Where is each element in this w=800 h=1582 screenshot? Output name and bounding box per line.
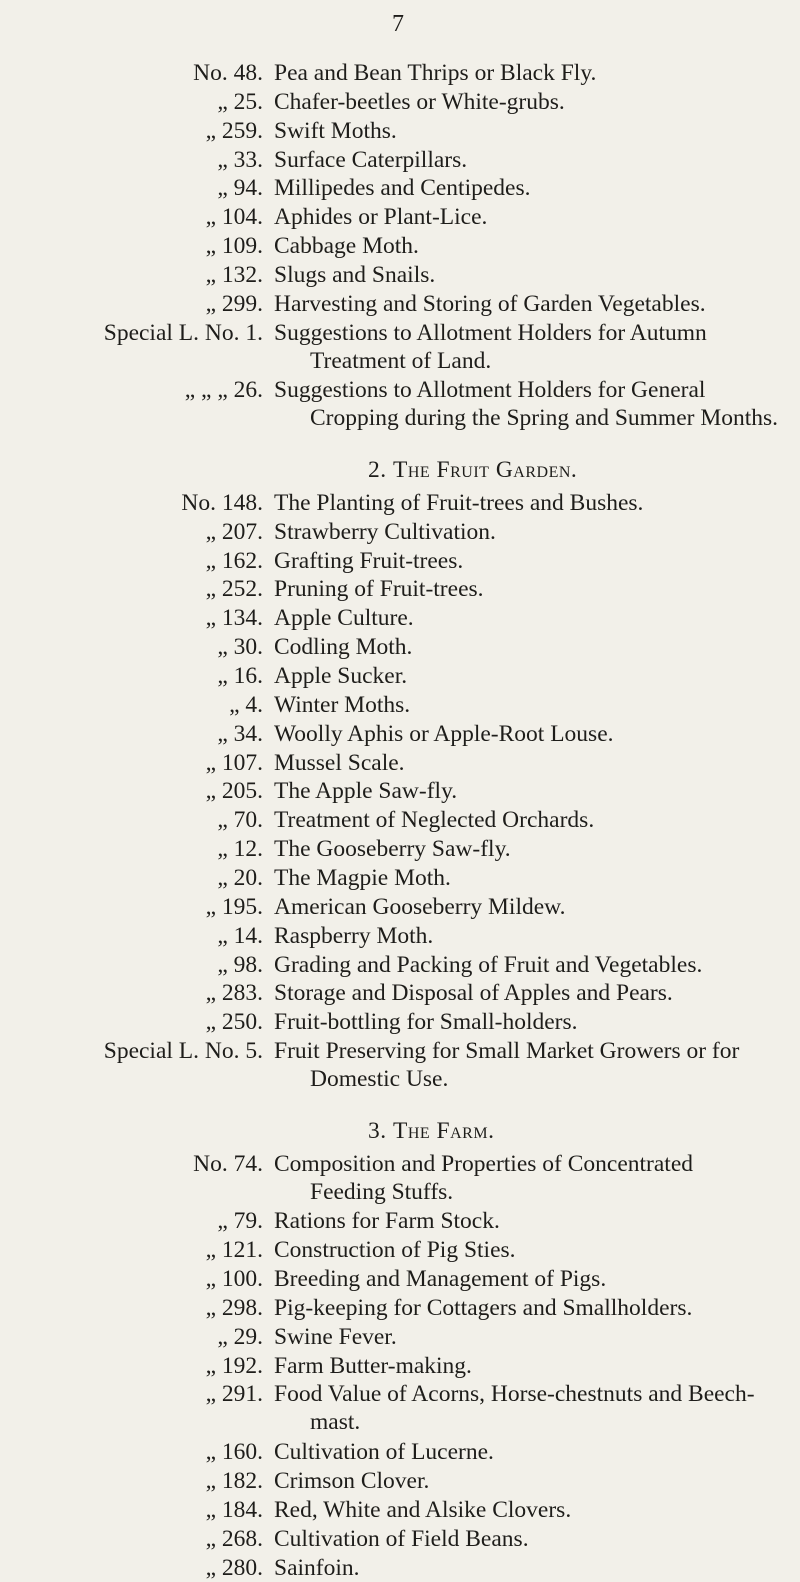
leaflet-title: Pig-keeping for Cottagers and Smallholders. — [274, 1294, 693, 1321]
leaflet-title: Swine Fever. — [274, 1323, 397, 1350]
leaflet-title: Breeding and Management of Pigs. — [274, 1266, 607, 1292]
leaflet-title: Swift Moths. — [274, 117, 397, 144]
leaflet-title: Pea and Bean Thrips or Black Fly. — [274, 60, 597, 86]
leaflet-title: Woolly Aphis or Apple-Root Louse. — [274, 720, 614, 747]
leaflet-number: „ 70. — [217, 807, 263, 834]
leaflet-number: „ 134. — [205, 605, 263, 632]
leaflet-title: Farm Butter-making. — [274, 1352, 472, 1379]
leaflet-number: „ 192. — [205, 1352, 263, 1379]
leaflet-title: Millipedes and Centipedes. — [274, 175, 531, 202]
leaflet-title: Suggestions to Allotment Holders for General — [274, 377, 706, 404]
leaflet-title-continued: Treatment of Land. — [310, 347, 492, 374]
leaflet-number: „ 291. — [205, 1381, 263, 1408]
leaflet-title-continued: mast. — [310, 1409, 361, 1436]
leaflet-title: The Planting of Fruit-trees and Bushes. — [274, 489, 644, 516]
leaflet-number: „ 299. — [205, 290, 263, 317]
leaflet-title-continued: Feeding Stuffs. — [310, 1178, 454, 1205]
leaflet-title: Codling Moth. — [274, 634, 413, 661]
leaflet-number: „ 207. — [205, 518, 263, 545]
section-heading-number: 3. — [368, 1117, 393, 1144]
leaflet-title: Cultivation of Lucerne. — [274, 1439, 494, 1466]
leaflet-number: „ 160. — [205, 1439, 263, 1466]
section-heading-number: 2. — [368, 457, 393, 484]
leaflet-title: Pruning of Fruit-trees. — [274, 576, 484, 603]
leaflet-title: Grading and Packing of Fruit and Vegetables. — [274, 951, 703, 978]
leaflet-title: Apple Culture. — [274, 605, 414, 632]
section-heading — [368, 1117, 494, 1145]
page-number: 7 — [392, 11, 404, 37]
leaflet-title: Aphides or Plant-Lice. — [274, 204, 488, 231]
leaflet-title: The Apple Saw-fly. — [274, 778, 458, 805]
leaflet-title: Crimson Clover. — [274, 1467, 430, 1494]
leaflet-number: „ 268. — [205, 1525, 263, 1552]
leaflet-number: „ 25. — [217, 88, 263, 115]
leaflet-number: „ „ „ 26. — [184, 377, 263, 404]
section-heading-title: The Farm. — [393, 1117, 495, 1144]
leaflet-number: „ 107. — [205, 749, 263, 776]
leaflet-number: „ 34. — [217, 720, 263, 747]
leaflet-number: „ 14. — [217, 922, 263, 949]
leaflet-number: „ 16. — [217, 663, 263, 689]
section-heading — [368, 456, 577, 484]
leaflet-title: Construction of Pig Sties. — [274, 1237, 516, 1264]
leaflet-title: Treatment of Neglected Orchards. — [274, 807, 595, 834]
leaflet-number: No. 48. — [193, 60, 263, 86]
leaflet-number: „ 12. — [217, 836, 263, 863]
leaflet-title-continued: Cropping during the Spring and Summer Months. — [310, 405, 779, 432]
leaflet-number: Special L. No. 1. — [103, 319, 263, 346]
leaflet-number: „ 205. — [205, 778, 263, 805]
leaflet-title: Grafting Fruit-trees. — [274, 547, 464, 574]
leaflet-number: „ 98. — [217, 951, 263, 978]
leaflet-number: „ 29. — [217, 1323, 263, 1350]
section-heading-title: The Fruit Garden. — [393, 457, 578, 484]
leaflet-number: „ 298. — [205, 1294, 263, 1321]
leaflet-number: „ 195. — [205, 893, 263, 920]
leaflet-title: Suggestions to Allotment Holders for Autumn — [274, 319, 707, 346]
leaflet-title: Fruit-bottling for Small-holders. — [274, 1009, 578, 1036]
leaflet-number: „ 104. — [205, 204, 263, 231]
leaflet-title: American Gooseberry Mildew. — [274, 893, 566, 920]
leaflet-title: Strawberry Cultivation. — [274, 518, 496, 545]
leaflet-title: Sainfoin. — [274, 1554, 360, 1581]
leaflet-title: Cabbage Moth. — [274, 233, 419, 260]
leaflet-number: „ 4. — [229, 691, 263, 718]
leaflet-title: Chafer-beetles or White-grubs. — [274, 88, 565, 115]
leaflet-number: „ 132. — [205, 261, 263, 288]
leaflet-title: Raspberry Moth. — [274, 922, 434, 949]
leaflet-number: „ 94. — [217, 175, 263, 202]
leaflet-number: „ 33. — [217, 146, 263, 173]
leaflet-number: „ 283. — [205, 980, 263, 1007]
leaflet-title: Cultivation of Field Beans. — [274, 1525, 529, 1552]
leaflet-title: Surface Caterpillars. — [274, 146, 468, 173]
leaflet-title: Mussel Scale. — [274, 749, 405, 776]
leaflet-title: Rations for Farm Stock. — [274, 1208, 500, 1235]
leaflet-title: Apple Sucker. — [274, 663, 408, 689]
leaflet-number: Special L. No. 5. — [103, 1038, 263, 1065]
leaflet-number: „ 100. — [205, 1266, 263, 1292]
leaflet-title: Winter Moths. — [274, 691, 411, 718]
leaflet-title: Fruit Preserving for Small Market Growers or for — [274, 1038, 740, 1065]
leaflet-title: Storage and Disposal of Apples and Pears. — [274, 980, 673, 1007]
leaflet-number: „ 252. — [205, 576, 263, 603]
leaflet-number: „ 109. — [205, 233, 263, 260]
leaflet-title: Composition and Properties of Concentrated — [274, 1150, 694, 1177]
leaflet-title: Slugs and Snails. — [274, 261, 436, 288]
leaflet-title: Red, White and Alsike Clovers. — [274, 1496, 572, 1523]
leaflet-number: „ 184. — [205, 1496, 263, 1523]
leaflet-number: „ 280. — [205, 1554, 263, 1581]
leaflet-number: „ 30. — [217, 634, 263, 661]
leaflet-number: No. 148. — [181, 489, 263, 516]
leaflet-number: „ 250. — [205, 1009, 263, 1036]
leaflet-number: No. 74. — [193, 1150, 263, 1177]
leaflet-number: „ 20. — [217, 864, 263, 891]
leaflet-title-continued: Domestic Use. — [310, 1066, 449, 1093]
leaflet-title: Food Value of Acorns, Horse-chestnuts and Beech- — [274, 1381, 755, 1408]
leaflet-number: „ 182. — [205, 1467, 263, 1494]
leaflet-title: The Magpie Moth. — [274, 864, 451, 891]
leaflet-number: „ 79. — [217, 1208, 263, 1235]
leaflet-number: „ 259. — [205, 117, 263, 144]
leaflet-title: Harvesting and Storing of Garden Vegetables. — [274, 290, 706, 317]
leaflet-title: The Gooseberry Saw-fly. — [274, 836, 511, 863]
leaflet-number: „ 162. — [205, 547, 263, 574]
leaflet-number: „ 121. — [205, 1237, 263, 1264]
